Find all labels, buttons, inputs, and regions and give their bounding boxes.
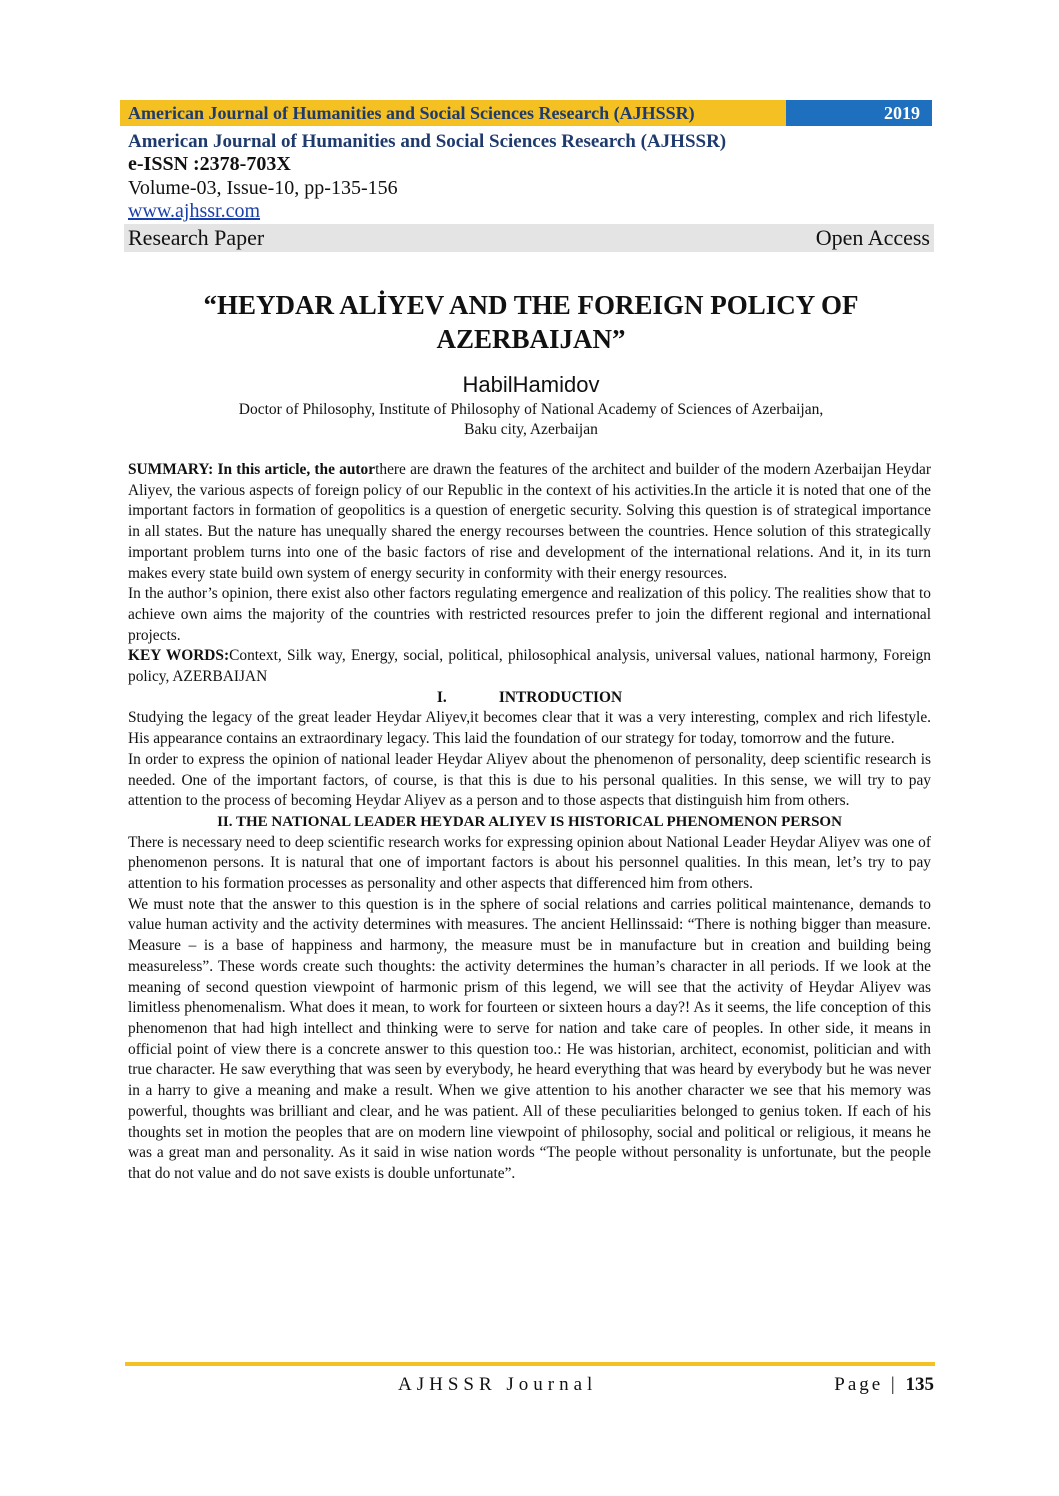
volume-info: Volume-03, Issue-10, pp-135-156 bbox=[128, 177, 398, 199]
section-2-paragraph-1: There is necessary need to deep scientific research works for expressing opinion about National Leader Heydar Aliyev was one of phenomenon persons. It is natural that one of important factors is about his personnel qualities. In this mean, let’s try to pay attention to his formation processes as personality and other aspects that differenced him from others. bbox=[128, 833, 931, 893]
section-1-number: I. bbox=[436, 688, 447, 706]
summary-text: there are drawn the features of the architect and builder of the modern Azerbaijan Heydar Aliyev, the various aspects of foreign policy of our Republic in the context of his activities.In the article it is noted that one of the important factors in formation of geopolitics is a question of energetic security. Solving this question is of strategical importance in all states. But the nature has unequally shared the energy recourses between the countries. Hence solution of this strategically important problem turns into one of the basic factors of rise and development of the international relations. And it, in its turn makes every state build own system of energy security in conformity with their energy resources. bbox=[128, 461, 931, 582]
keywords-text: Context, Silk way, Energy, social, political, philosophical analysis, universal values, national harmony, Foreign policy, AZERBAIJAN bbox=[128, 647, 931, 686]
keywords-label: KEY WORDS: bbox=[128, 647, 230, 665]
masthead bbox=[128, 131, 934, 252]
paper-type-bar bbox=[124, 224, 934, 252]
article-body bbox=[128, 460, 931, 1185]
header-year: 2019 bbox=[786, 100, 932, 126]
summary-label: SUMMARY: In this article, the autor bbox=[128, 461, 376, 478]
journal-url-link[interactable]: www.ajhssr.com bbox=[128, 200, 261, 222]
author-name: HabilHamidov bbox=[462, 372, 600, 397]
intro-paragraph-1: Studying the legacy of the great leader Heydar Aliyev,it becomes clear that it was a very interesting, complex and rich lifestyle. His appearance contains an extraordinary legacy. This laid the foundation of our strategy for today, tomorrow and the future. bbox=[128, 709, 931, 748]
masthead-journal: American Journal of Humanities and Social Sciences Research (AJHSSR) bbox=[128, 131, 727, 152]
footer-divider bbox=[125, 1362, 935, 1366]
access-type: Open Access bbox=[815, 225, 930, 250]
section-2-paragraph-2: We must note that the answer to this question is in the sphere of social relations and carries political maintenance, demands to value human activity and the activity determines with measures. The ancient Hellinssaid: “There is nothing bigger than measure. Measure – is a base of happiness and harmony, the measure must be in manufacture but in creation and building being measureless”. These words create such thoughts: the activity determines the human’s character in all periods. If we look at the meaning of second question viewpoint of harmonic prism of this legend, we will see that the activity of Heydar Aliyev was limitless phenomenalism. What does it mean, to work for fourteen or sixteen hours a day?! As it seems, the life conception of this phenomenon that had high intellect and thinking were to serve for nation and take care of peoples. In other side, it means in official point of view there is a concrete answer to this question too.: He was historian, architect, economist, politician and with true character. He saw everything that was seen by everybody, he heard everything that was heard by everybody but he was never in a harry to give a meaning and make a result. When we give attention to his another character we see that his memory was powerful, thoughts was brilliant and clear, and he was patient. All of these peculiarities belonged to genius token. If each of his thoughts set in motion the peoples that are on modern line viewpoint of philosophy, social and political or religious, it means he was a great man and personality. As it said in wise nation words “The people without personality is unfortunate, but the people that do not value and do not save exists is double unfortunate”. bbox=[128, 895, 931, 1182]
affiliation-line-2: Baku city, Azerbaijan bbox=[464, 421, 598, 438]
journal-header-bar bbox=[120, 100, 932, 126]
paper-type: Research Paper bbox=[128, 225, 265, 250]
section-1-heading bbox=[128, 688, 931, 709]
header-journal-name: American Journal of Humanities and Social Sciences Research (AJHSSR) bbox=[120, 100, 786, 126]
keywords-paragraph bbox=[128, 646, 931, 687]
affiliation-line-1: Doctor of Philosophy, Institute of Philosophy of National Academy of Sciences of Azerbaijan, bbox=[238, 401, 824, 418]
author-affiliation bbox=[128, 400, 934, 440]
footer-journal: AJHSSR Journal bbox=[398, 1374, 598, 1395]
section-2-heading: II. THE NATIONAL LEADER HEYDAR ALIYEV IS HISTORICAL PHENOMENON PERSON bbox=[217, 813, 842, 830]
title-line-1: “HEYDAR ALİYEV AND THE FOREIGN POLICY OF bbox=[203, 290, 859, 320]
title-line-2: AZERBAIJAN” bbox=[436, 324, 626, 354]
section-1-title: INTRODUCTION bbox=[498, 688, 623, 706]
intro-paragraph-2: In order to express the opinion of national leader Heydar Aliyev about the phenomenon of personality, deep scientific research is needed. One of the important factors, of course, is that this is due to his personal qualities. In this sense, we will try to pay attention to the process of becoming Heydar Aliyev as a person and to those aspects that distinguish him from others. bbox=[128, 750, 931, 810]
article-title bbox=[128, 288, 934, 356]
footer-page bbox=[834, 1373, 934, 1397]
page-number: 135 bbox=[905, 1374, 934, 1395]
issn: e-ISSN :2378-703X bbox=[128, 153, 291, 175]
page-label: Page | bbox=[834, 1374, 906, 1395]
summary-paragraph-2: In the author’s opinion, there exist also other factors regulating emergence and realization of this policy. The realities show that to achieve own aims the majority of the countries with restricted resources prefer to join the different regional and international projects. bbox=[128, 585, 931, 644]
summary-paragraph bbox=[128, 460, 931, 584]
